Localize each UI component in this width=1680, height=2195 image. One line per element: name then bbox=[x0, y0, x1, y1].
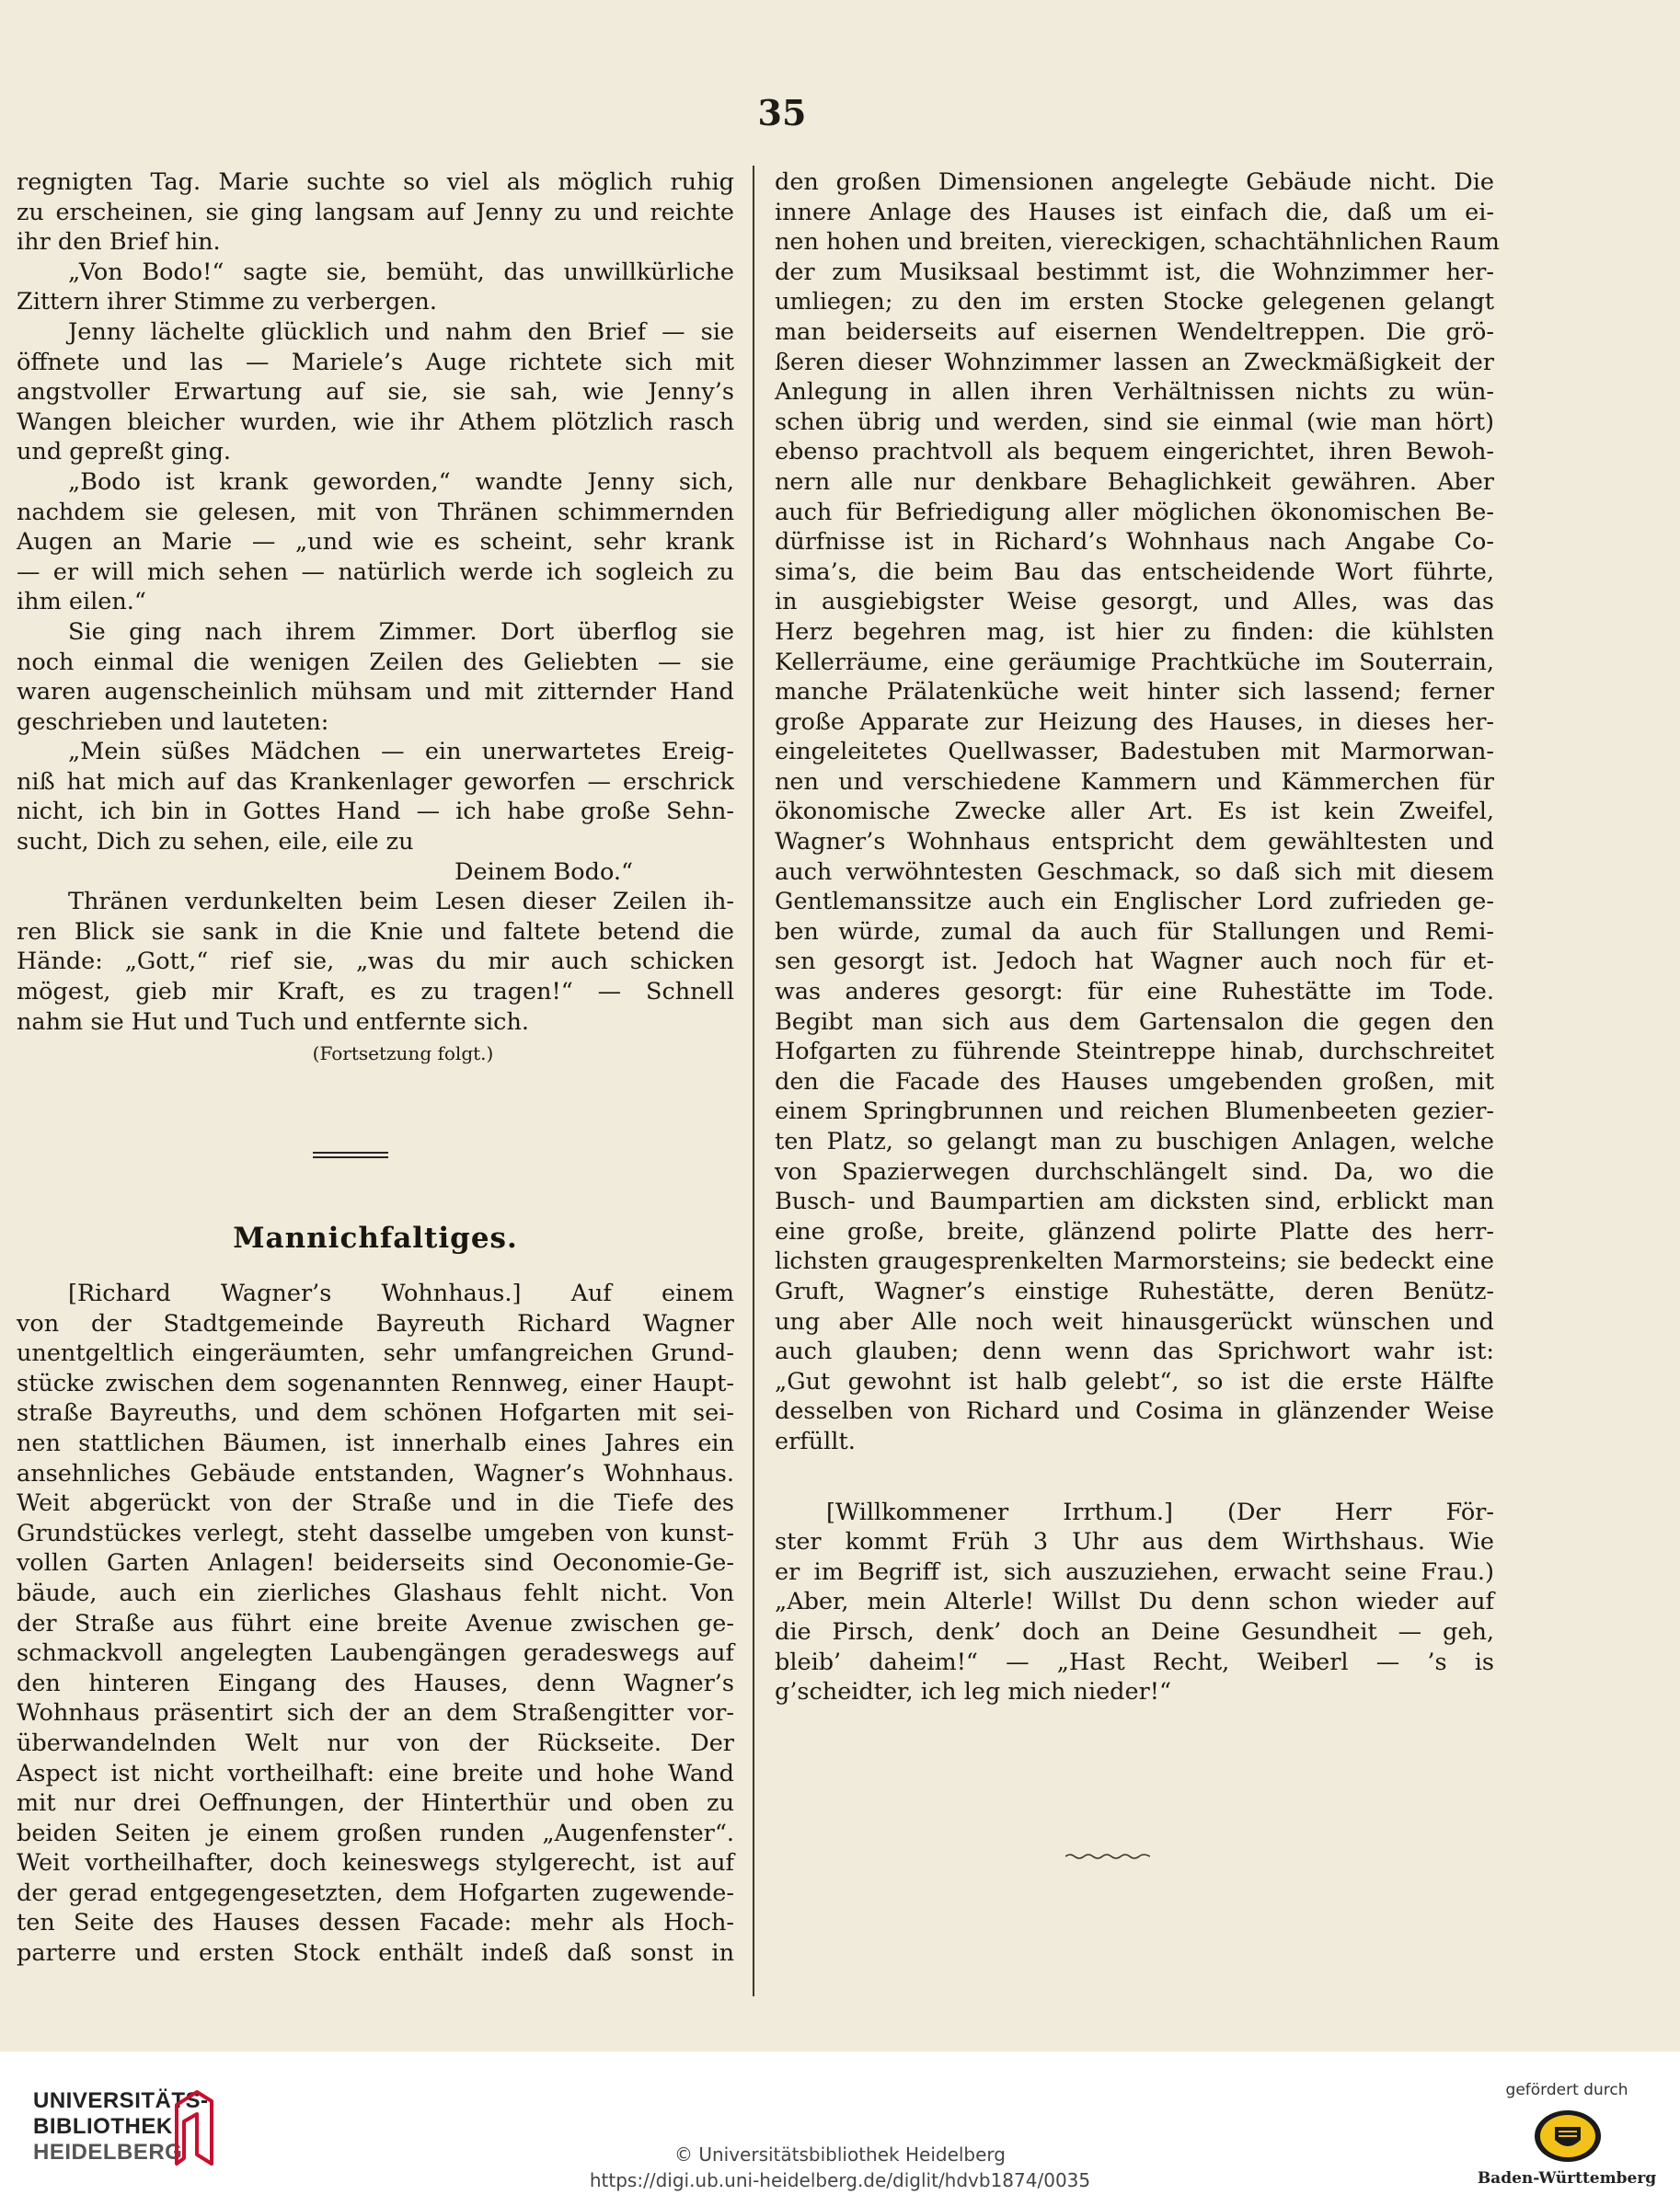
end-wavy-rule bbox=[1065, 1853, 1150, 1860]
text-line: ung aber Alle noch weit hinausgerückt wünschen und bbox=[775, 1307, 1494, 1336]
text-line: ßeren dieser Wohnzimmer lassen an Zweckmäßigkeit der bbox=[775, 348, 1494, 376]
text-line: Weit abgerückt von der Straße und in die Tiefe des bbox=[17, 1489, 734, 1518]
text-line: er im Begriff ist, sich auszuziehen, erwacht seine Frau.) bbox=[775, 1557, 1494, 1586]
text-line: erfüllt. bbox=[775, 1427, 856, 1455]
text-line: g’scheidter, ich leg mich nieder!“ bbox=[775, 1678, 1172, 1707]
text-line: Sie ging nach ihrem Zimmer. Dort überflog sie bbox=[68, 617, 734, 646]
copyright-text: © Universitätsbibliothek Heidelberg bbox=[673, 2143, 1006, 2166]
continuation-note: (Fortsetzung folgt.) bbox=[312, 1042, 494, 1065]
text-line: ten Platz, so gelangt man zu buschigen Anlagen, welche bbox=[775, 1128, 1494, 1155]
text-line: Thränen verdunkelten beim Lesen dieser Zeilen ih- bbox=[68, 888, 734, 916]
text-line: Busch- und Baumpartien am dicksten sind, erblickt man bbox=[775, 1188, 1494, 1216]
text-line: auch glauben; denn wenn das Sprichwort wahr ist: bbox=[775, 1338, 1494, 1366]
text-line: die Pirsch, denk’ doch an Deine Gesundheit — geh, bbox=[775, 1617, 1494, 1646]
text-line: Zittern ihrer Stimme zu verbergen. bbox=[17, 288, 437, 316]
article-willkommener-irrthum bbox=[775, 1498, 1494, 1707]
text-line: Gruft, Wagner’s einstige Ruhestätte, deren Benütz- bbox=[775, 1277, 1494, 1305]
text-line: der gerad entgegengesetzten, dem Hofgarten zugewende- bbox=[17, 1879, 734, 1907]
text-line: niß hat mich auf das Krankenlager geworfen — erschrick bbox=[17, 767, 734, 796]
text-line: nahm sie Hut und Tuch und entfernte sich. bbox=[17, 1007, 529, 1036]
text-line: dürfnisse ist in Richard’s Wohnhaus nach Angabe Co- bbox=[775, 528, 1494, 557]
logo-line-2: BIBLIOTHEK bbox=[33, 2114, 173, 2139]
text-line: Wohnhaus präsentirt sich der an dem Straßengitter vor- bbox=[17, 1699, 734, 1728]
text-line: Kellerräume, eine geräumige Prachtküche im Souterrain, bbox=[775, 648, 1494, 676]
text-line: nen stattlichen Bäumen, ist innerhalb eines Jahres ein bbox=[17, 1429, 734, 1457]
text-line: ster kommt Früh 3 Uhr aus dem Wirthshaus. Wie bbox=[775, 1528, 1494, 1557]
text-line: große Apparate zur Heizung des Hauses, in dieses her- bbox=[775, 707, 1494, 736]
text-line: nachdem sie gelesen, mit von Thränen schimmernden bbox=[17, 498, 734, 526]
text-line: ihm eilen.“ bbox=[17, 588, 146, 616]
text-line: Deinem Bodo.“ bbox=[455, 857, 633, 886]
text-line: bäude, auch ein zierliches Glashaus fehlt nicht. Von bbox=[17, 1579, 734, 1607]
text-line: „Mein süßes Mädchen — ein unerwartetes Ereig- bbox=[68, 738, 734, 766]
text-line: einem Springbrunnen und reichen Blumenbeeten gezier- bbox=[775, 1098, 1494, 1126]
text-line: manche Prälatenküche weit hinter sich lassend; ferner bbox=[775, 678, 1494, 707]
text-line: geschrieben und lauteten: bbox=[17, 707, 329, 736]
text-line: nen und verschiedene Kammern und Kämmerchen für bbox=[775, 767, 1494, 796]
text-line: eine große, breite, glänzend polirte Platte des herr- bbox=[775, 1217, 1494, 1246]
text-line: regnigten Tag. Marie suchte so viel als möglich ruhig bbox=[17, 168, 734, 196]
text-line: [Richard Wagner’s Wohnhaus.] Auf einem bbox=[68, 1280, 734, 1307]
text-line: den hinteren Eingang des Hauses, denn Wagner’s bbox=[17, 1669, 734, 1697]
logo-line-1: UNIVERSITÄTS- bbox=[33, 2088, 209, 2113]
text-line: nen hohen und breiten, viereckigen, schachtähnlichen Raum bbox=[775, 228, 1500, 257]
text-line: auch für Befriedigung aller möglichen ökonomischen Be- bbox=[775, 498, 1494, 526]
text-line: sucht, Dich zu sehen, eile, eile zu bbox=[17, 828, 414, 856]
text-line: Hofgarten zu führende Steintreppe hinab, durchschreitet bbox=[775, 1038, 1494, 1066]
text-line: Hände: „Gott,“ rief sie, „was du mir auch schicken bbox=[17, 948, 734, 976]
text-line: ren Blick sie sank in die Knie und faltete betend die bbox=[17, 917, 734, 946]
text-line: ansehnliches Gebäude entstanden, Wagner’s Wohnhaus. bbox=[17, 1459, 734, 1488]
text-line: überwandelnden Welt nur von der Rückseite. Der bbox=[17, 1729, 734, 1757]
story-text bbox=[17, 167, 734, 1037]
text-line: Anlegung in allen ihren Verhältnissen nichts zu wün- bbox=[775, 378, 1494, 407]
text-line: von der Stadtgemeinde Bayreuth Richard Wagner bbox=[17, 1309, 734, 1338]
text-line: lichsten graugesprenkelten Marmorsteins; sie bedeckt eine bbox=[775, 1247, 1494, 1276]
text-line: schmackvoll angelegten Laubengängen geradeswegs auf bbox=[17, 1639, 734, 1668]
text-line: Herz begehren mag, ist hier zu finden: die kühlsten bbox=[775, 617, 1494, 646]
column-divider bbox=[753, 166, 754, 1996]
article-wagner-house-continued bbox=[775, 167, 1500, 1457]
text-line: man beiderseits auf eisernen Wendeltreppen. Die grö- bbox=[775, 317, 1494, 346]
text-line: mit nur drei Oeffnungen, der Hinterthür und oben zu bbox=[17, 1789, 734, 1818]
text-line: vollen Garten Anlagen! beiderseits sind Oeconomie-Ge- bbox=[17, 1549, 734, 1578]
text-line: waren augenscheinlich mühsam und mit zitternder Hand bbox=[17, 678, 734, 707]
text-line: beiden Seiten je einem großen runden „Augenfenster“. bbox=[17, 1819, 734, 1847]
funder-name: Baden-Württemberg bbox=[1477, 2169, 1657, 2188]
section-heading: Mannichfaltiges. bbox=[233, 1222, 518, 1255]
text-line: Aspect ist nicht vortheilhaft: eine breite und hohe Wand bbox=[17, 1759, 734, 1787]
text-line: Gentlemanssitze auch ein Englischer Lord zufrieden ge- bbox=[775, 888, 1494, 916]
text-line: straße Bayreuths, und dem schönen Hofgarten mit sei- bbox=[17, 1399, 734, 1428]
left-column-story bbox=[17, 167, 734, 1069]
text-line: Wagner’s Wohnhaus entspricht dem gewähltesten und bbox=[775, 828, 1494, 856]
text-line: ben würde, zumal da auch für Stallungen und Remi- bbox=[775, 917, 1494, 946]
text-line: angstvoller Erwartung auf sie, sie sah, wie Jenny’s bbox=[17, 378, 734, 407]
text-line: „Aber, mein Alterle! Willst Du denn schon wieder auf bbox=[775, 1588, 1494, 1616]
text-line: ökonomische Zwecke aller Art. Es ist kein Zweifel, bbox=[775, 798, 1494, 826]
text-line: und gepreßt ging. bbox=[17, 438, 232, 466]
text-line: ebenso prachtvoll als bequem eingerichtet, ihren Bewoh- bbox=[775, 438, 1494, 466]
baden-wuerttemberg-seal-icon bbox=[1531, 2107, 1605, 2166]
text-line: was anderes gesorgt: für eine Ruhestätte im Tode. bbox=[775, 978, 1494, 1006]
text-line: umliegen; zu den im ersten Stocke gelegenen gelangt bbox=[775, 288, 1494, 316]
text-line: zu erscheinen, sie ging langsam auf Jenny zu und reichte bbox=[17, 198, 734, 226]
text-line: „Von Bodo!“ sagte sie, bemüht, das unwillkürliche bbox=[68, 258, 734, 286]
left-column-article bbox=[17, 1279, 734, 1969]
text-line: parterre und ersten Stock enthält indeß daß sonst in bbox=[17, 1939, 734, 1968]
text-line: noch einmal die wenigen Zeilen des Geliebten — sie bbox=[17, 648, 734, 676]
funded-by-label: gefördert durch bbox=[1505, 2081, 1628, 2099]
text-line: ten Seite des Hauses dessen Facade: mehr als Hoch- bbox=[17, 1909, 734, 1937]
section-divider-rule bbox=[313, 1152, 388, 1158]
text-line: sima’s, die beim Bau das entscheidende Wort führte, bbox=[775, 557, 1494, 586]
text-line: Begibt man sich aus dem Gartensalon die gegen den bbox=[775, 1007, 1494, 1036]
text-line: mögest, gieb mir Kraft, es zu tragen!“ — Schnell bbox=[17, 978, 734, 1006]
permalink-url[interactable]: https://digi.ub.uni-heidelberg.de/diglit/hdvb1874/0035 bbox=[589, 2169, 1091, 2191]
text-line: ihr den Brief hin. bbox=[17, 228, 221, 257]
text-line: nicht, ich bin in Gottes Hand — ich habe große Sehn- bbox=[17, 798, 734, 826]
text-line: in ausgiebigster Weise gesorgt, und Alles, was das bbox=[775, 588, 1494, 616]
text-line: den großen Dimensionen angelegte Gebäude nicht. Die bbox=[775, 168, 1494, 196]
text-line: auch verwöhntesten Geschmack, so daß sich mit diesem bbox=[775, 857, 1494, 886]
text-line: schen übrig und werden, sind sie einmal (wie man hört) bbox=[775, 408, 1494, 436]
text-line: den die Facade des Hauses umgebenden großen, mit bbox=[775, 1067, 1494, 1096]
text-line: innere Anlage des Hauses ist einfach die, daß um ei- bbox=[775, 198, 1494, 226]
right-column bbox=[775, 167, 1500, 1707]
text-line: Jenny lächelte glücklich und nahm den Brief — sie bbox=[68, 317, 734, 346]
text-line: Grundstückes verlegt, steht dasselbe umgeben von kunst- bbox=[17, 1519, 734, 1547]
text-line: von Spazierwegen durchschlängelt sind. Da, wo die bbox=[775, 1157, 1494, 1186]
logo-line-3: HEIDELBERG bbox=[33, 2140, 183, 2165]
text-line: — er will mich sehen — natürlich werde ich sogleich zu bbox=[17, 557, 734, 586]
text-line: desselben von Richard und Cosima in glänzender Weise bbox=[775, 1397, 1494, 1426]
text-line: der zum Musiksaal bestimmt ist, die Wohnzimmer her- bbox=[775, 258, 1494, 286]
page-number: 35 bbox=[757, 92, 807, 133]
text-line: „Bodo ist krank geworden,“ wandte Jenny sich, bbox=[68, 467, 734, 496]
text-line: Weit vortheilhafter, doch keineswegs stylgerecht, ist auf bbox=[17, 1849, 734, 1878]
text-line: nern alle nur denkbare Behaglichkeit gewähren. Aber bbox=[775, 467, 1494, 496]
text-line: „Gut gewohnt ist halb gelebt“, so ist die erste Hälfte bbox=[775, 1367, 1494, 1396]
article-wagner-house-start bbox=[17, 1279, 734, 1969]
text-line: öffnete und las — Mariele’s Auge richtete sich mit bbox=[17, 348, 734, 376]
text-line: bleib’ daheim!“ — „Hast Recht, Weiberl — ’s is bbox=[775, 1648, 1494, 1676]
text-line: Wangen bleicher wurden, wie ihr Athem plötzlich rasch bbox=[17, 408, 734, 436]
text-line: sen gesorgt ist. Jedoch hat Wagner auch noch für et- bbox=[775, 948, 1494, 976]
text-line: Augen an Marie — „und wie es scheint, sehr krank bbox=[17, 528, 734, 557]
text-line: stücke zwischen dem sogenannten Rennweg, einer Haupt- bbox=[17, 1369, 734, 1397]
text-line: der Straße aus führt eine breite Avenue zwischen ge- bbox=[17, 1609, 734, 1638]
text-line: eingeleitetes Quellwasser, Badestuben mit Marmorwan- bbox=[775, 738, 1494, 766]
text-line: unentgeltlich eingeräumten, sehr umfangreichen Grund- bbox=[17, 1339, 734, 1368]
text-line: [Willkommener Irrthum.] (Der Herr För- bbox=[826, 1498, 1494, 1526]
